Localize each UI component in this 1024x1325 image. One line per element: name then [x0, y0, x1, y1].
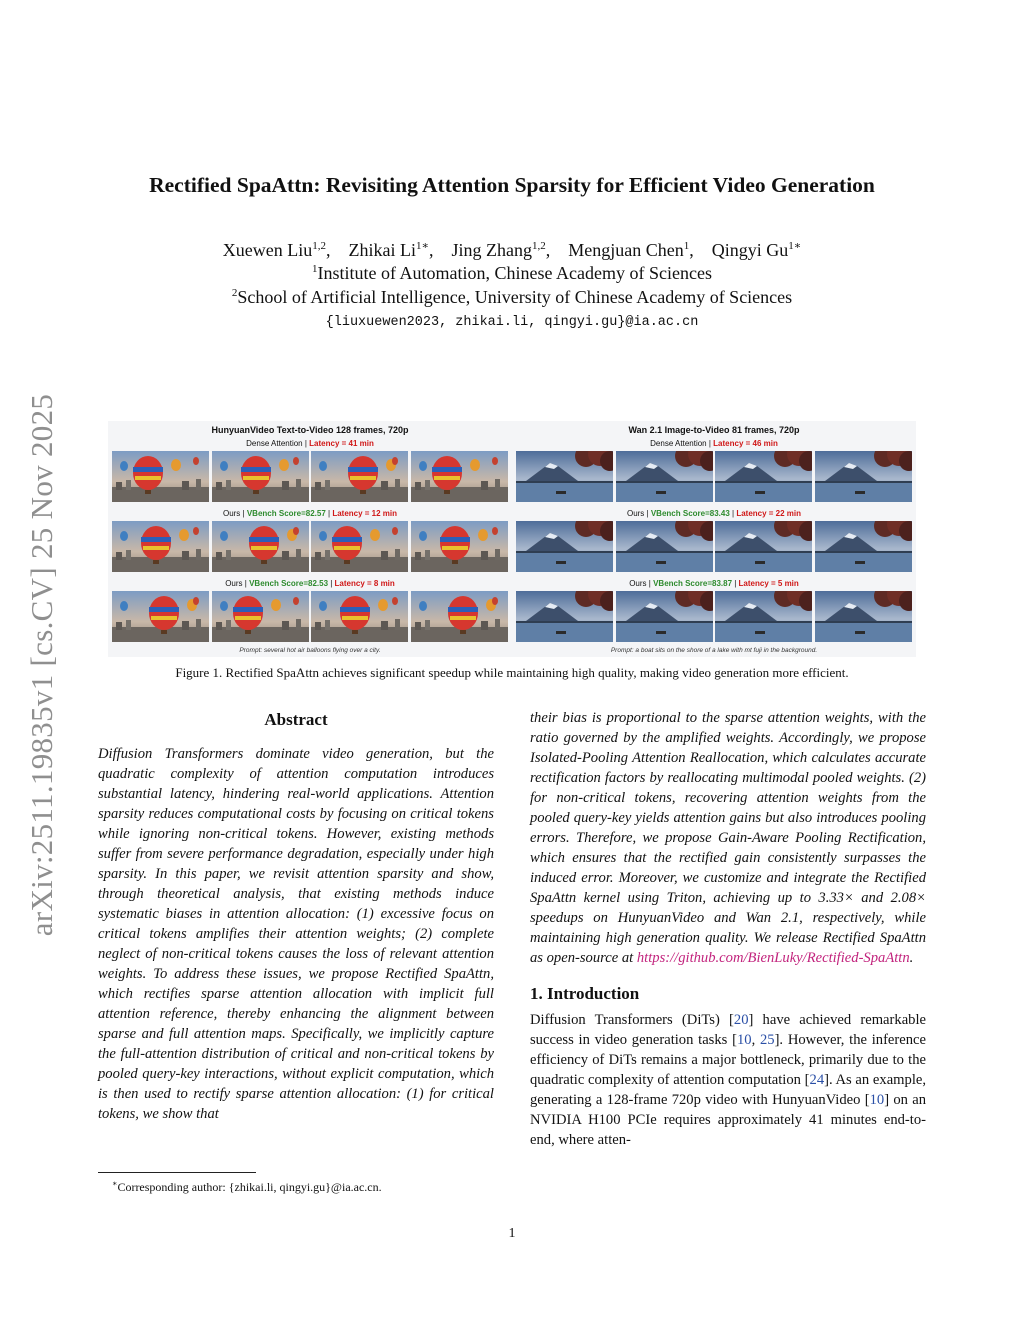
author: Qingyi $Gu^{1∗}$	[711, 240, 802, 260]
author-email: {liuxuewen2023, zhikai.li, qingyi.gu}@ia.ac.cn	[325, 315, 699, 330]
citation-link[interactable]: 10	[869, 1092, 885, 1108]
frame-row	[516, 521, 912, 572]
frame-row	[516, 451, 912, 502]
video-frame-balloons	[311, 591, 408, 642]
author: Jing Zhang$^{1,2}$,	[451, 240, 564, 260]
right-column	[530, 708, 926, 1150]
figure-prompt: Prompt: a boat sits on the shore of a lake with mt fuji in the background.	[610, 647, 818, 654]
citation-link[interactable]: 25	[759, 1032, 775, 1048]
introduction-heading: 1. Introduction	[530, 984, 640, 1003]
row-label: Ours | VBench Score=83.43 | Latency = 22 min	[626, 509, 802, 518]
video-frame-lake	[815, 591, 912, 642]
footnote-divider	[98, 1172, 256, 1173]
video-frame-lake	[815, 451, 912, 502]
paper-title: Rectified SpaAttn: Revisiting Attention Sparsity for Efficient Video Generation	[149, 173, 875, 197]
left-column	[98, 708, 494, 1124]
affiliation: $^1$Institute of Automation, Chinese Academy of Sciences	[312, 263, 712, 283]
citation-link[interactable]: 10	[736, 1032, 752, 1048]
video-frame-lake	[616, 451, 713, 502]
video-frame-balloons	[212, 591, 309, 642]
row-label: Ours | VBench Score=82.57 | Latency = 12 min	[222, 509, 398, 518]
row-label: Ours | VBench Score=82.53 | Latency = 8 min	[225, 579, 395, 588]
abstract-text-continued: their bias is proportional to the sparse attention weights, with the ratio governed by the amplified weights. Accordingly, we propose Isolated-Pooling Attention Reallocation, which calculates accurate rectification factors by reallocating multimodal pooled weights. (2) for non-critical tokens, recovering attention weights from the pooled query-key yields attention gains but also introduces pooling errors. Therefore, we propose Gain-Aware Pooling Rectification, which ensures that the rectified gain consistently surpasses the induced error. Moreover, we customize and integrate the Rectified SpaAttn kernel using Triton, achieving up to 3.33× and 2.08× speedups on HunyuanVideo and Wan 2.1, respectively, while maintaining high generation quality. We release Rectified SpaAttn as open-source at https://github.com/BienLuky/Rectified-SpaAttn.	[530, 710, 926, 966]
arxiv-id: arXiv:2511.19835v1 [cs.CV] 25 Nov 2025	[24, 393, 59, 937]
frame-row	[516, 591, 912, 642]
author: Xuewen Liu$^{1,2}$,	[222, 240, 345, 260]
frame-row	[112, 521, 508, 572]
figure-panel-wan	[512, 421, 916, 657]
video-frame-balloons	[311, 521, 408, 572]
video-frame-balloons	[212, 521, 309, 572]
video-frame-balloons	[112, 451, 209, 502]
video-frame-balloons	[411, 521, 508, 572]
video-frame-lake	[516, 591, 613, 642]
figure-panel-hunyuan	[108, 421, 512, 657]
author: Zhikai $Li^{1∗}$,	[348, 240, 447, 260]
video-frame-lake	[516, 451, 613, 502]
video-frame-lake	[715, 451, 812, 502]
frame-row	[112, 451, 508, 502]
video-frame-balloons	[112, 591, 209, 642]
author: Mengjuan Chen$^1$,	[568, 240, 708, 260]
author-list	[60, 239, 964, 261]
abstract-heading: Abstract	[264, 710, 328, 729]
video-frame-balloons	[411, 451, 508, 502]
video-frame-balloons	[112, 521, 209, 572]
figure-caption: Figure 1. Rectified SpaAttn achieves significant speedup while maintaining high quality, making video generation more efficient.	[175, 665, 849, 680]
page-number: 1	[508, 1226, 516, 1241]
video-frame-lake	[815, 521, 912, 572]
panel-title: HunyuanVideo Text-to-Video 128 frames, 720p	[211, 425, 409, 435]
abstract-text: Diffusion Transformers dominate video generation, but the quadratic complexity of attention computation introduces substantial latency, hindering real-world applications. Attention sparsity reduces computational costs by focusing on critical tokens while ignoring non-critical tokens. However, existing methods suffer from severe performance degradation, especially under high sparsity. In this paper, we revisit attention sparsity and show, through theoretical analysis, that existing methods induce systematic biases in attention allocation: (1) excessive focus on critical tokens amplifies their attention weights; (2) complete neglect of non-critical tokens causes the loss of relevant attention weights. To address these issues, we propose Rectified SpaAttn, which rectifies sparse attention allocation with implicit full attention reference, thereby enhancing the alignment between sparse and full attention maps. Specifically, we implicitly capture the full-attention distribution of critical and non-critical tokens by pooled query-key interactions, without explicit computation, which is then used to rectify sparse attention allocation: (1) for critical tokens, we show that	[98, 746, 494, 1122]
video-frame-lake	[715, 521, 812, 572]
video-frame-lake	[616, 591, 713, 642]
citation-link[interactable]: 24	[809, 1072, 825, 1088]
video-frame-balloons	[212, 451, 309, 502]
row-label: Dense Attention | Latency = 46 min	[650, 439, 778, 448]
figure-prompt: Prompt: several hot air balloons flying over a city.	[239, 647, 381, 654]
introduction-text: Diffusion Transformers (DiTs) [20] have achieved remarkable success in video generation tasks [10, 25]. However, the inference efficiency of DiTs remains a major bottleneck, primarily due to the quadratic complexity of attention computation [24]. As an example, generating a 128-frame 720p video with HunyuanVideo [10] on an NVIDIA H100 PCIe requires approximately 41 minutes end-to-end, where atten-	[530, 1012, 927, 1148]
video-frame-lake	[715, 591, 812, 642]
video-frame-lake	[516, 521, 613, 572]
row-label: Dense Attention | Latency = 41 min	[246, 439, 374, 448]
video-frame-balloons	[311, 451, 408, 502]
panel-title: Wan 2.1 Image-to-Video 81 frames, 720p	[628, 425, 800, 435]
row-label: Ours | VBench Score=83.87 | Latency = 5 min	[629, 579, 799, 588]
video-frame-balloons	[411, 591, 508, 642]
frame-row	[112, 591, 508, 642]
video-frame-lake	[616, 521, 713, 572]
affiliation: $^2$School of Artificial Intelligence, University of Chinese Academy of Sciences	[231, 287, 793, 307]
github-link[interactable]: https://github.com/BienLuky/Rectified-SpaAttn	[636, 950, 910, 966]
citation-link[interactable]: 20	[733, 1012, 749, 1028]
footnote: ∗Corresponding author: {zhikai.li, qingyi.gu}@ia.ac.cn.	[112, 1179, 382, 1194]
